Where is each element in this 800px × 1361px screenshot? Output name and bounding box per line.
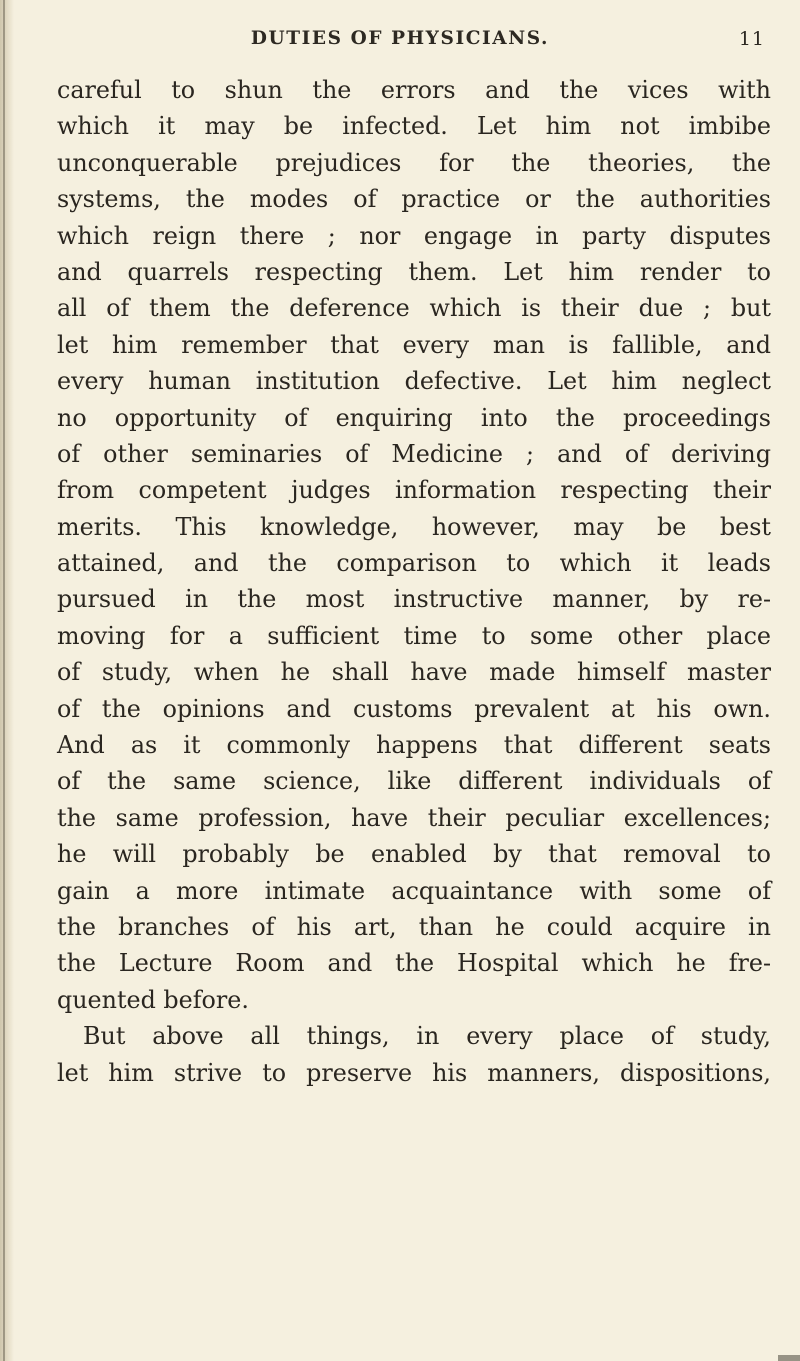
- text-line: let him remember that every man is fallible, and: [57, 330, 771, 359]
- text-line: of study, when he shall have made himself master: [57, 658, 771, 687]
- text-line: which reign there ; nor engage in party disputes: [57, 221, 771, 250]
- gutter-edge: [3, 0, 5, 1361]
- text-line: careful to shun the errors and the vices with: [57, 76, 771, 104]
- page-corner-mark: [778, 1355, 800, 1361]
- text-line: attained, and the comparison to which it leads: [57, 549, 771, 578]
- text-line: quented before.: [57, 985, 249, 1014]
- text-line: gain a more intimate acquaintance with some of: [57, 876, 771, 905]
- paragraph-start-line: But above all things, in every place of study,: [83, 1022, 771, 1051]
- text-line: of other seminaries of Medicine ; and of deriving: [57, 439, 771, 468]
- text-line: moving for a sufficient time to some other place: [57, 621, 771, 650]
- running-head: [30, 28, 770, 58]
- text-line: and quarrels respecting them. Let him render to: [57, 257, 771, 286]
- text-line: And as it commonly happens that different seats: [57, 731, 771, 760]
- text-line: every human institution defective. Let him neglect: [57, 367, 771, 396]
- text-line: from competent judges information respecting their: [57, 476, 771, 505]
- text-line: let him strive to preserve his manners, dispositions,: [57, 1058, 771, 1087]
- text-line: the branches of his art, than he could acquire in: [57, 912, 771, 941]
- text-line: all of them the deference which is their due ; but: [57, 294, 771, 323]
- text-line: pursued in the most instructive manner, by re-: [57, 585, 771, 614]
- text-line: he will probably be enabled by that removal to: [57, 840, 771, 869]
- text-line: the same profession, have their peculiar excellences;: [57, 803, 771, 832]
- body-text: [57, 72, 771, 1091]
- text-line: merits. This knowledge, however, may be best: [57, 512, 771, 541]
- text-line: unconquerable prejudices for the theories, the: [57, 148, 771, 177]
- text-line: of the opinions and customs prevalent at his own.: [57, 694, 771, 723]
- text-line: of the same science, like different individuals of: [57, 767, 771, 796]
- text-line: no opportunity of enquiring into the proceedings: [57, 403, 771, 432]
- page-number: 11: [738, 28, 765, 50]
- running-title: DUTIES OF PHYSICIANS.: [250, 28, 550, 49]
- text-line: systems, the modes of practice or the authorities: [57, 185, 771, 214]
- text-line: which it may be infected. Let him not imbibe: [57, 112, 771, 141]
- text-line: the Lecture Room and the Hospital which he fre-: [57, 949, 771, 978]
